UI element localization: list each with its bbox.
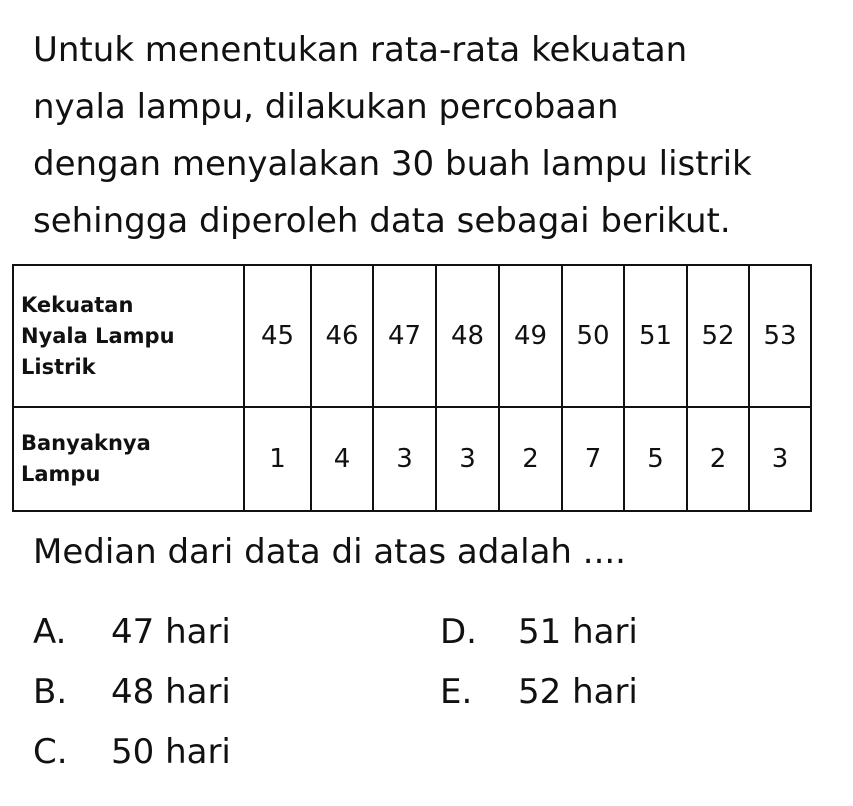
intro-line: dengan menyalakan 30 buah lampu listrik <box>33 144 752 184</box>
table-cell: 1 <box>244 407 311 511</box>
option-letter: B. <box>33 672 68 712</box>
option-text: 47 hari <box>111 612 231 652</box>
data-table <box>12 264 812 512</box>
option-letter: C. <box>33 732 68 772</box>
option-d[interactable] <box>440 610 638 654</box>
option-text: 51 hari <box>518 612 638 652</box>
question-text: Median dari data di atas adalah .... <box>33 532 626 572</box>
table-cell: 3 <box>373 407 436 511</box>
table-cell: 46 <box>311 265 373 407</box>
table-cell: 48 <box>436 265 499 407</box>
table-cell: 52 <box>687 265 749 407</box>
option-text: 52 hari <box>518 672 638 712</box>
table-row-count <box>13 407 811 511</box>
table-cell: 53 <box>749 265 811 407</box>
table-cell: 3 <box>749 407 811 511</box>
problem-intro <box>33 22 833 250</box>
table-cell: 5 <box>624 407 687 511</box>
table-cell: 45 <box>244 265 311 407</box>
option-e[interactable] <box>440 670 638 714</box>
option-text: 48 hari <box>111 672 231 712</box>
option-c[interactable] <box>33 730 231 774</box>
option-letter: E. <box>440 672 473 712</box>
table-cell: 51 <box>624 265 687 407</box>
option-letter: A. <box>33 612 67 652</box>
option-text: 50 hari <box>111 732 231 772</box>
row-header-strength: Kekuatan Nyala Lampu Listrik <box>13 265 244 407</box>
table-cell: 47 <box>373 265 436 407</box>
option-letter: D. <box>440 612 477 652</box>
intro-line: Untuk menentukan rata-rata kekuatan <box>33 30 688 70</box>
option-b[interactable] <box>33 670 231 714</box>
row-header-count: Banyaknya Lampu <box>13 407 244 511</box>
option-a[interactable] <box>33 610 231 654</box>
table-cell: 2 <box>687 407 749 511</box>
table-cell: 4 <box>311 407 373 511</box>
table-row-strength <box>13 265 811 407</box>
table-cell: 2 <box>499 407 562 511</box>
intro-line: sehingga diperoleh data sebagai berikut. <box>33 201 731 241</box>
table-cell: 3 <box>436 407 499 511</box>
intro-line: nyala lampu, dilakukan percobaan <box>33 87 619 127</box>
table-cell: 49 <box>499 265 562 407</box>
table-cell: 7 <box>562 407 624 511</box>
table-cell: 50 <box>562 265 624 407</box>
